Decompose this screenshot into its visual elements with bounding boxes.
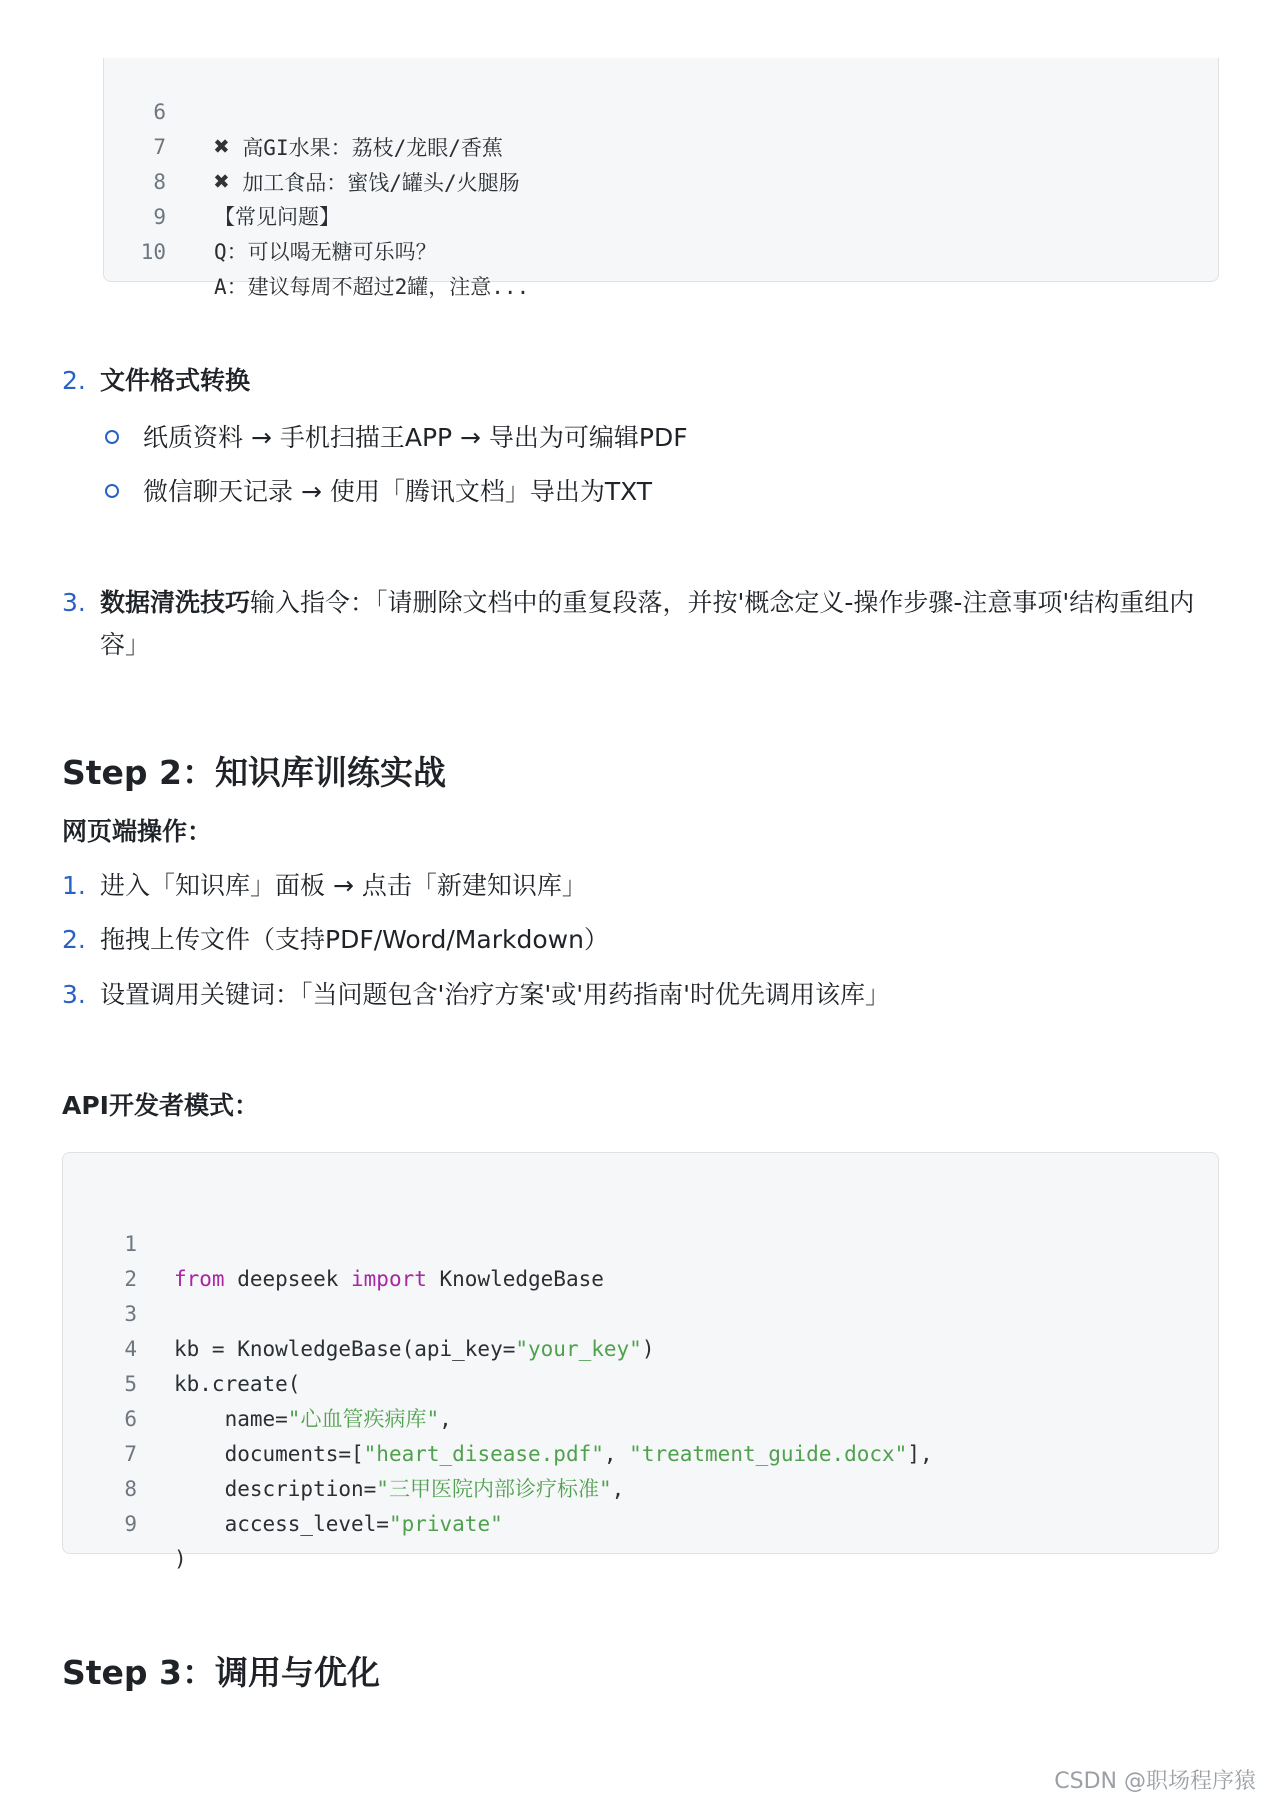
list-item-title: 文件格式转换	[100, 366, 251, 395]
keyword: from	[174, 1267, 225, 1291]
cross-mark-icon: ✖	[214, 132, 230, 162]
list-number: 3.	[62, 980, 86, 1009]
code-text: Q：可以喝无糖可乐吗？	[214, 240, 437, 264]
line-number: 2	[124, 1267, 137, 1291]
line-number: 7	[124, 1442, 137, 1466]
code-text: ,	[611, 1477, 625, 1501]
code-text: 【常见问题】	[214, 205, 340, 229]
ordered-list-item	[62, 975, 890, 1015]
string-literal: "your_key"	[515, 1337, 642, 1361]
code-text: )	[641, 1337, 655, 1361]
code-text: kb.create(	[174, 1372, 301, 1396]
line-number: 3	[124, 1302, 137, 1326]
list-item-text: 设置调用关键词：「当问题包含'治疗方案'或'用药指南'时优先调用该库」	[100, 980, 890, 1009]
code-line	[104, 60, 1218, 162]
code-text: )	[174, 1547, 187, 1571]
subheading-api: API开发者模式：	[62, 1091, 259, 1120]
keyword: import	[351, 1267, 427, 1291]
code-block-api	[62, 1152, 1219, 1571]
line-number: 4	[124, 1337, 137, 1361]
bullet-text: 微信聊天记录 → 使用「腾讯文档」导出为TXT	[143, 477, 653, 506]
list-number: 2.	[62, 925, 86, 954]
subheading-web: 网页端操作：	[62, 817, 213, 846]
line-number: 1	[124, 1232, 137, 1256]
code-line	[63, 1262, 1218, 1361]
line-number: 8	[153, 170, 166, 194]
code-text: description=	[174, 1477, 377, 1501]
section-heading-step3: Step 3：调用与优化	[62, 1653, 380, 1692]
code-line	[63, 1192, 1218, 1291]
code-block-top	[103, 58, 1219, 299]
watermark: CSDN @职场程序猿	[1054, 1769, 1256, 1794]
line-number: 6	[153, 100, 166, 124]
list-number: 2.	[62, 366, 86, 395]
ordered-list-item	[62, 920, 609, 960]
string-literal: "heart_disease.pdf"	[363, 1442, 604, 1466]
list-item-title: 数据清洗技巧	[100, 588, 251, 617]
cross-mark-icon: ✖	[214, 167, 230, 197]
line-number: 5	[124, 1372, 137, 1396]
code-text: 加工食品：蜜饯/罐头/火腿肠	[242, 171, 520, 195]
line-number: 10	[140, 240, 166, 264]
string-literal: "三甲医院内部诊疗标准"	[376, 1477, 612, 1501]
code-text: KnowledgeBase	[426, 1267, 604, 1291]
code-text: 高GI水果：荔枝/龙眼/香蕉	[242, 136, 503, 160]
code-text: documents=[	[174, 1442, 364, 1466]
line-number: 9	[153, 205, 166, 229]
code-text: access_level=	[174, 1512, 389, 1536]
bullet-item	[105, 472, 652, 512]
list-item-text: 输入指令：「请删除文档中的重复段落，并按'概念定义-操作步骤-注意事项'结构重组内容」	[100, 588, 1195, 659]
ordered-list-item	[62, 866, 587, 906]
list-item-file-conversion	[62, 360, 250, 402]
line-number: 8	[124, 1477, 137, 1501]
code-text: kb = KnowledgeBase(api_key=	[174, 1337, 516, 1361]
line-number: 7	[153, 135, 166, 159]
hollow-circle-bullet-icon	[105, 430, 119, 444]
string-literal: "心血管疾病库"	[287, 1407, 440, 1431]
string-literal: "private"	[388, 1512, 503, 1536]
list-number: 1.	[62, 871, 86, 900]
hollow-circle-bullet-icon	[105, 484, 119, 498]
line-number: 9	[124, 1512, 137, 1536]
string-literal: "treatment_guide.docx"	[629, 1442, 908, 1466]
code-text: deepseek	[224, 1267, 352, 1291]
code-text: ,	[439, 1407, 452, 1431]
code-text: name=	[174, 1407, 288, 1431]
list-item-text: 拖拽上传文件（支持PDF/Word/Markdown）	[100, 925, 609, 954]
code-text: ,	[603, 1442, 630, 1466]
list-number: 3.	[62, 588, 86, 617]
list-item-data-cleaning	[62, 582, 1222, 666]
section-heading-step2: Step 2：知识库训练实战	[62, 753, 446, 792]
bullet-item	[105, 418, 688, 458]
list-item-text: 进入「知识库」面板 → 点击「新建知识库」	[100, 871, 587, 900]
bullet-text: 纸质资料 → 手机扫描王APP → 导出为可编辑PDF	[143, 423, 688, 452]
line-number: 6	[124, 1407, 137, 1431]
code-text: A：建议每周不超过2罐，注意...	[214, 275, 530, 299]
code-text: ],	[907, 1442, 933, 1466]
